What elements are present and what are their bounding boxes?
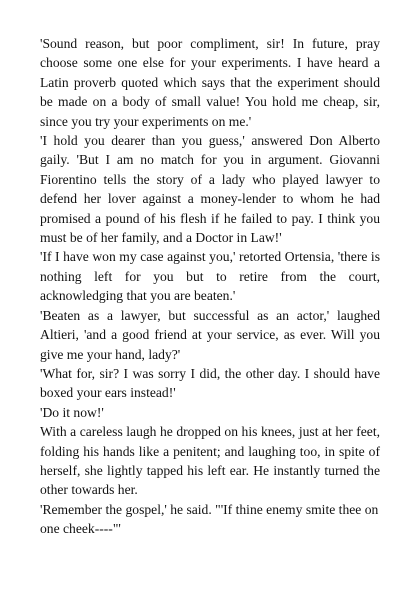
- paragraph-5: 'What for, sir? I was sorry I did, the other day. I should have boxed your ears instead!': [40, 365, 380, 401]
- paragraph-2: 'I hold you dearer than you guess,' answered Don Alberto gaily. 'But I am no match for you in argument. Giovanni Fiorentino tells the story of a lady who played lawyer to defend her lover against a money-lender to whom he had promised a pound of his flesh if he failed to pay. I think you must be of her family, and a Doctor in Law!': [40, 133, 380, 246]
- paragraph-1: 'Sound reason, but poor compliment, sir! In future, pray choose some one else for your experiments. I have heard a Latin proverb quoted which says that the experiment should be made on a body of small value! You hold me cheap, sir, since you try your experiments on me.': [40, 36, 380, 129]
- paragraph-3: 'If I have won my case against you,' retorted Ortensia, 'there is nothing left for you but to retire from the court, acknowledging that you are beaten.': [40, 249, 380, 304]
- paragraph-8: 'Remember the gospel,' he said. "'If thine enemy smite thee on one cheek----"': [40, 501, 379, 537]
- paragraph-6: 'Do it now!': [40, 404, 104, 420]
- document-page: [40, 34, 380, 539]
- paragraph-4: 'Beaten as a lawyer, but successful as an actor,' laughed Altieri, 'and a good friend at your service, as ever. Will you give me your hand, lady?': [40, 307, 380, 362]
- paragraph-7: With a careless laugh he dropped on his knees, just at her feet, folding his hands like a penitent; and laughing too, in spite of herself, she lightly tapped his left ear. He instantly turned the other towards her.: [40, 424, 380, 498]
